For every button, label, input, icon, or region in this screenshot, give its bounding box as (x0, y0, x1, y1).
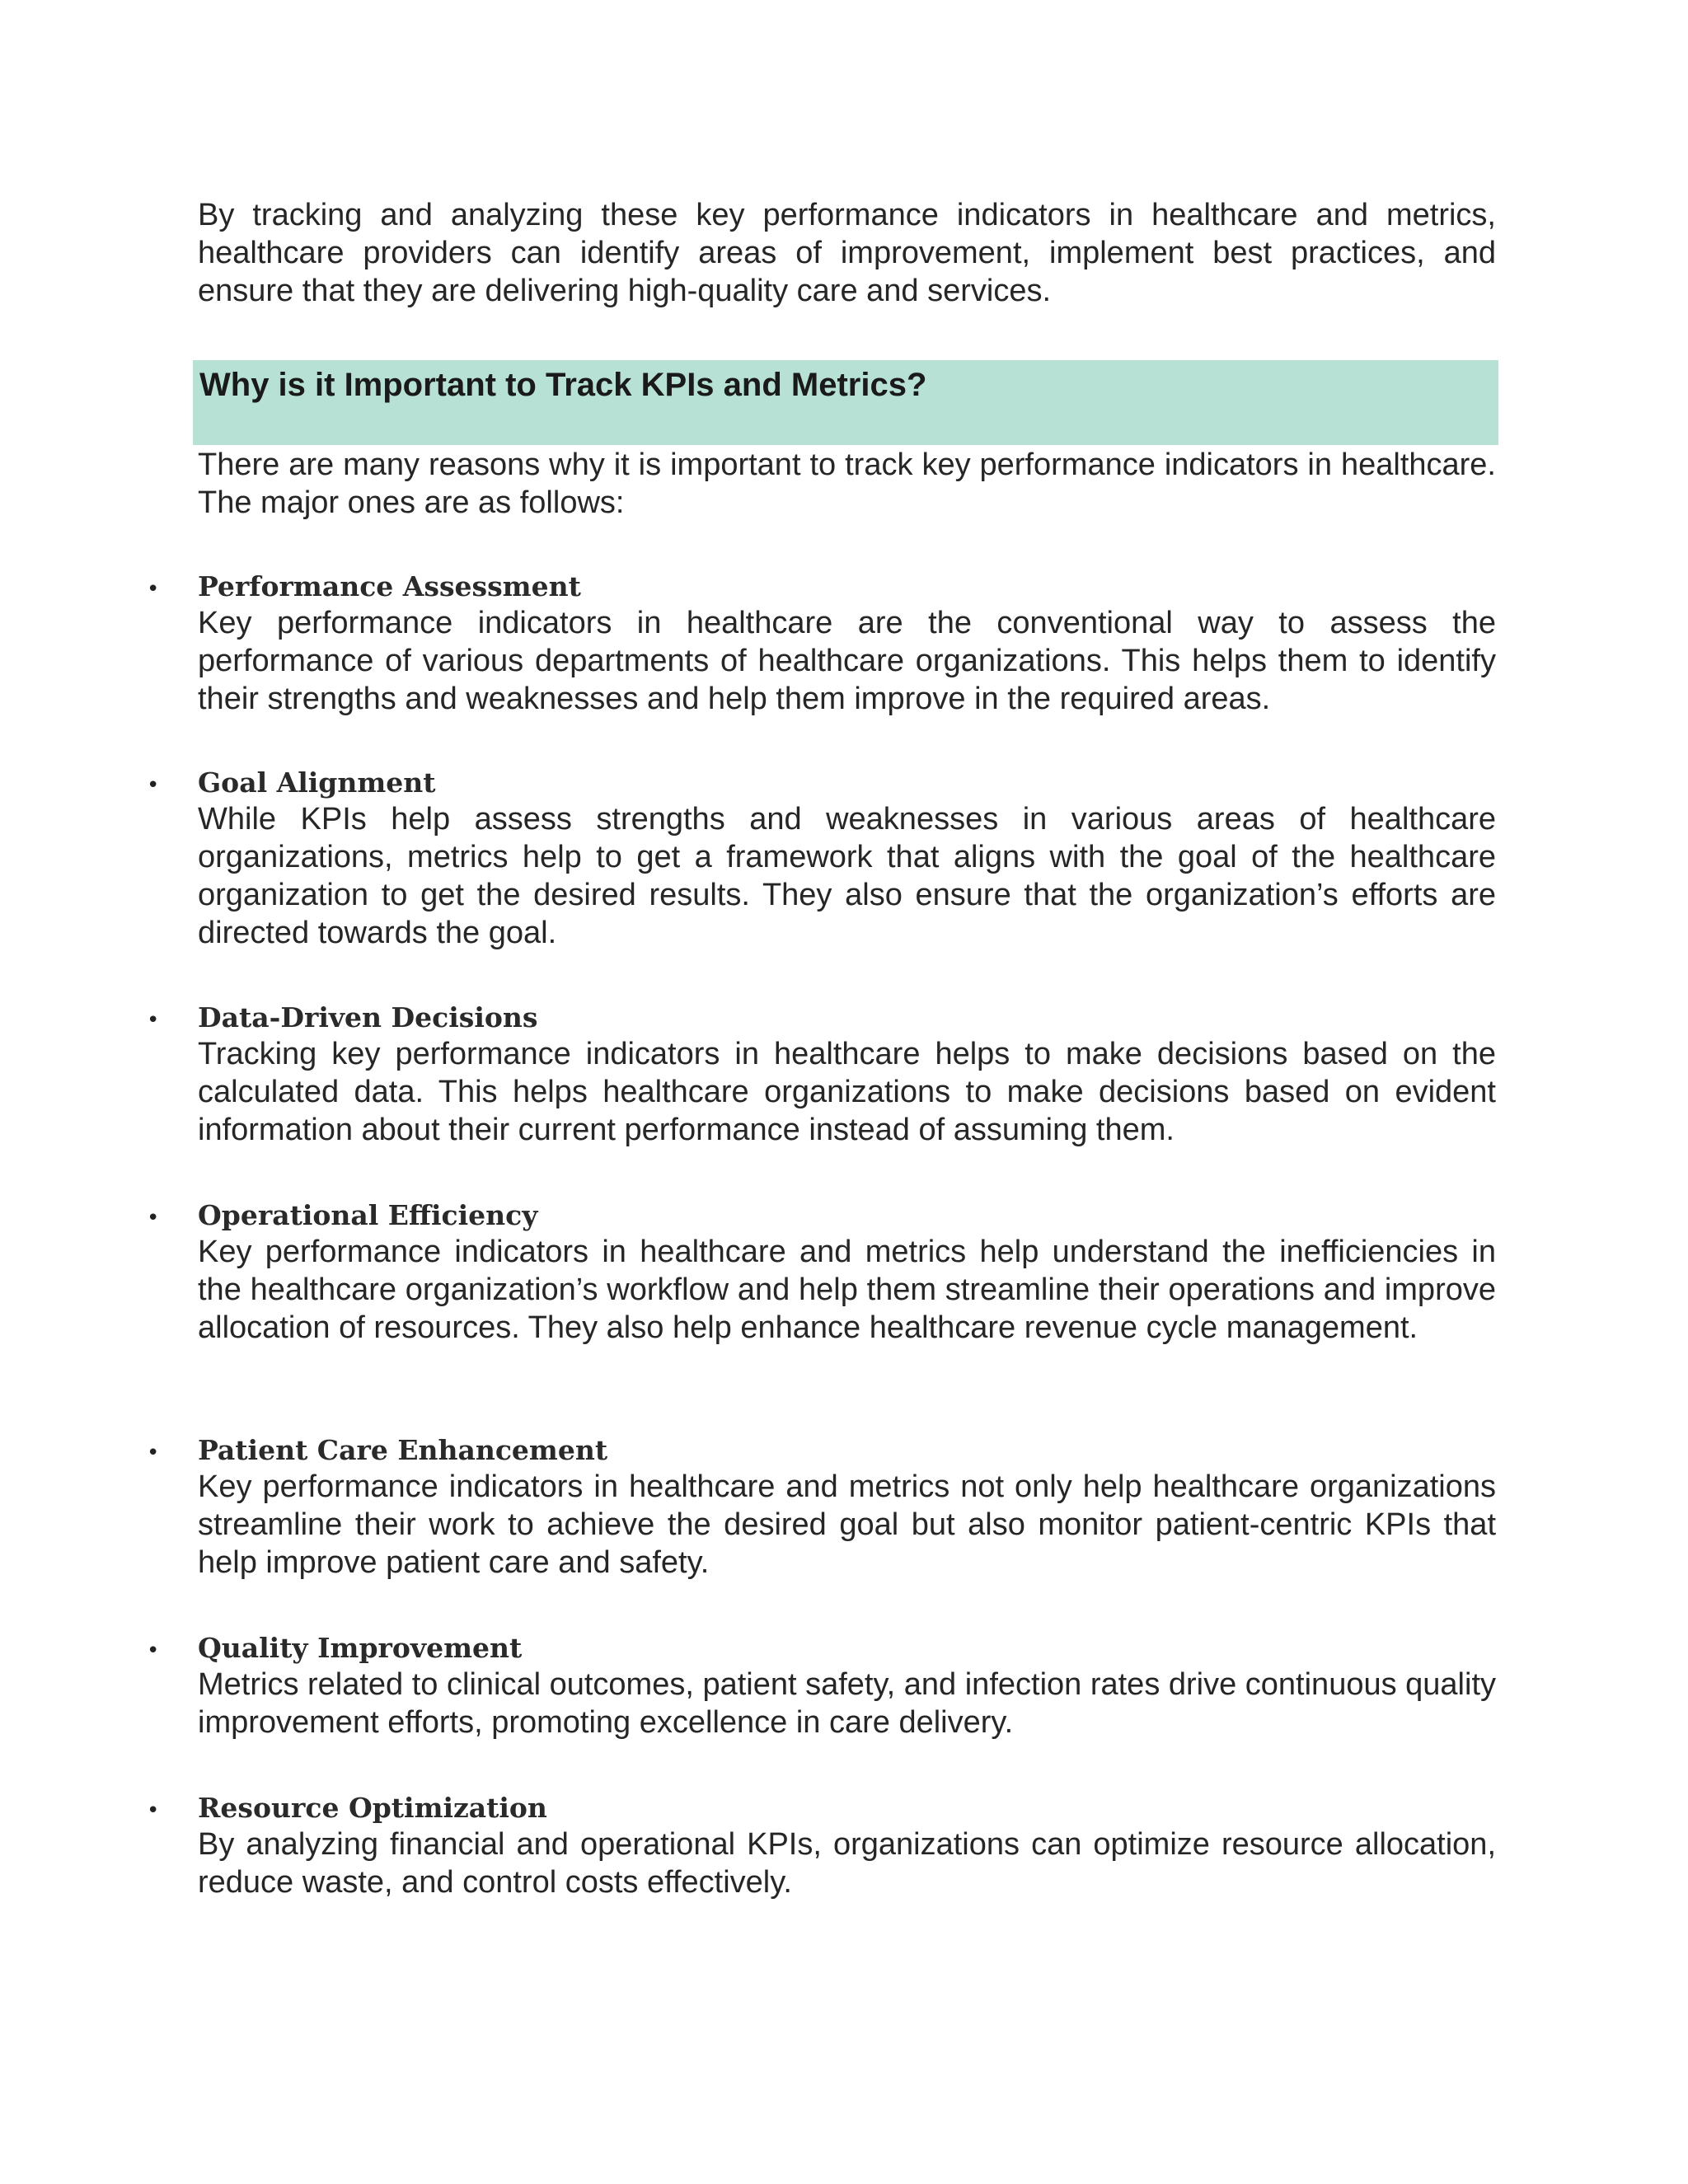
list-item-title: Goal Alignment (198, 766, 436, 799)
list-item-title: Patient Care Enhancement (198, 1434, 608, 1466)
bullet-icon: • (147, 1206, 160, 1230)
list-item-title: Resource Optimization (198, 1792, 547, 1824)
list-item-body: By analyzing financial and operational KPIs, organizations can optimize resource allocation, reduce waste, and control costs effectively. (198, 1827, 1496, 1900)
list-item-body: Key performance indicators in healthcare and metrics help understand the inefficiencies in the healthcare organization’s workflow and help them streamline their operations and improve allocation of resources. They also help enhance healthcare revenue cycle management. (198, 1235, 1496, 1345)
bullet-icon: • (147, 773, 160, 798)
list-item-body: Metrics related to clinical outcomes, patient safety, and infection rates drive continuous quality improvement efforts, promoting excellence in care delivery. (198, 1667, 1496, 1740)
section-heading-banner (193, 360, 1498, 445)
bullet-icon: • (147, 1008, 160, 1033)
list-item-body: Key performance indicators in healthcare and metrics not only help healthcare organizations streamline their work to achieve the desired goal but also monitor patient-centric KPIs that help improve patient care and safety. (198, 1469, 1496, 1580)
bullet-icon: • (147, 1638, 160, 1663)
list-item-body: While KPIs help assess strengths and weaknesses in various areas of healthcare organizations, metrics help to get a framework that aligns with the goal of the healthcare organization to get the desired results. They also ensure that the organization’s efforts are directed towards the goal. (198, 802, 1496, 950)
list-item-title: Data-Driven Decisions (198, 1001, 538, 1033)
list-item-title: Quality Improvement (198, 1632, 523, 1664)
list-item-title: Operational Efficiency (198, 1199, 538, 1231)
section-lead-paragraph: There are many reasons why it is important to track key performance indicators in healthcare. The major ones are as follows: (198, 448, 1496, 520)
intro-paragraph: By tracking and analyzing these key performance indicators in healthcare and metrics, healthcare providers can identify areas of improvement, implement best practices, and ensure that they are delivering high-quality care and services. (198, 198, 1496, 308)
list-item-body: Tracking key performance indicators in healthcare helps to make decisions based on the calculated data. This helps healthcare organizations to make decisions based on evident information about their current performance instead of assuming them. (198, 1037, 1496, 1147)
section-heading: Why is it Important to Track KPIs and Metrics? (199, 367, 927, 403)
list-item-body: Key performance indicators in healthcare are the conventional way to assess the performance of various departments of healthcare organizations. This helps them to identify their strengths and weaknesses and help them improve in the required areas. (198, 606, 1496, 716)
bullet-icon: • (147, 1441, 160, 1465)
bullet-icon: • (147, 1798, 160, 1823)
list-item-title: Performance Assessment (198, 570, 581, 602)
bullet-icon: • (147, 577, 160, 602)
